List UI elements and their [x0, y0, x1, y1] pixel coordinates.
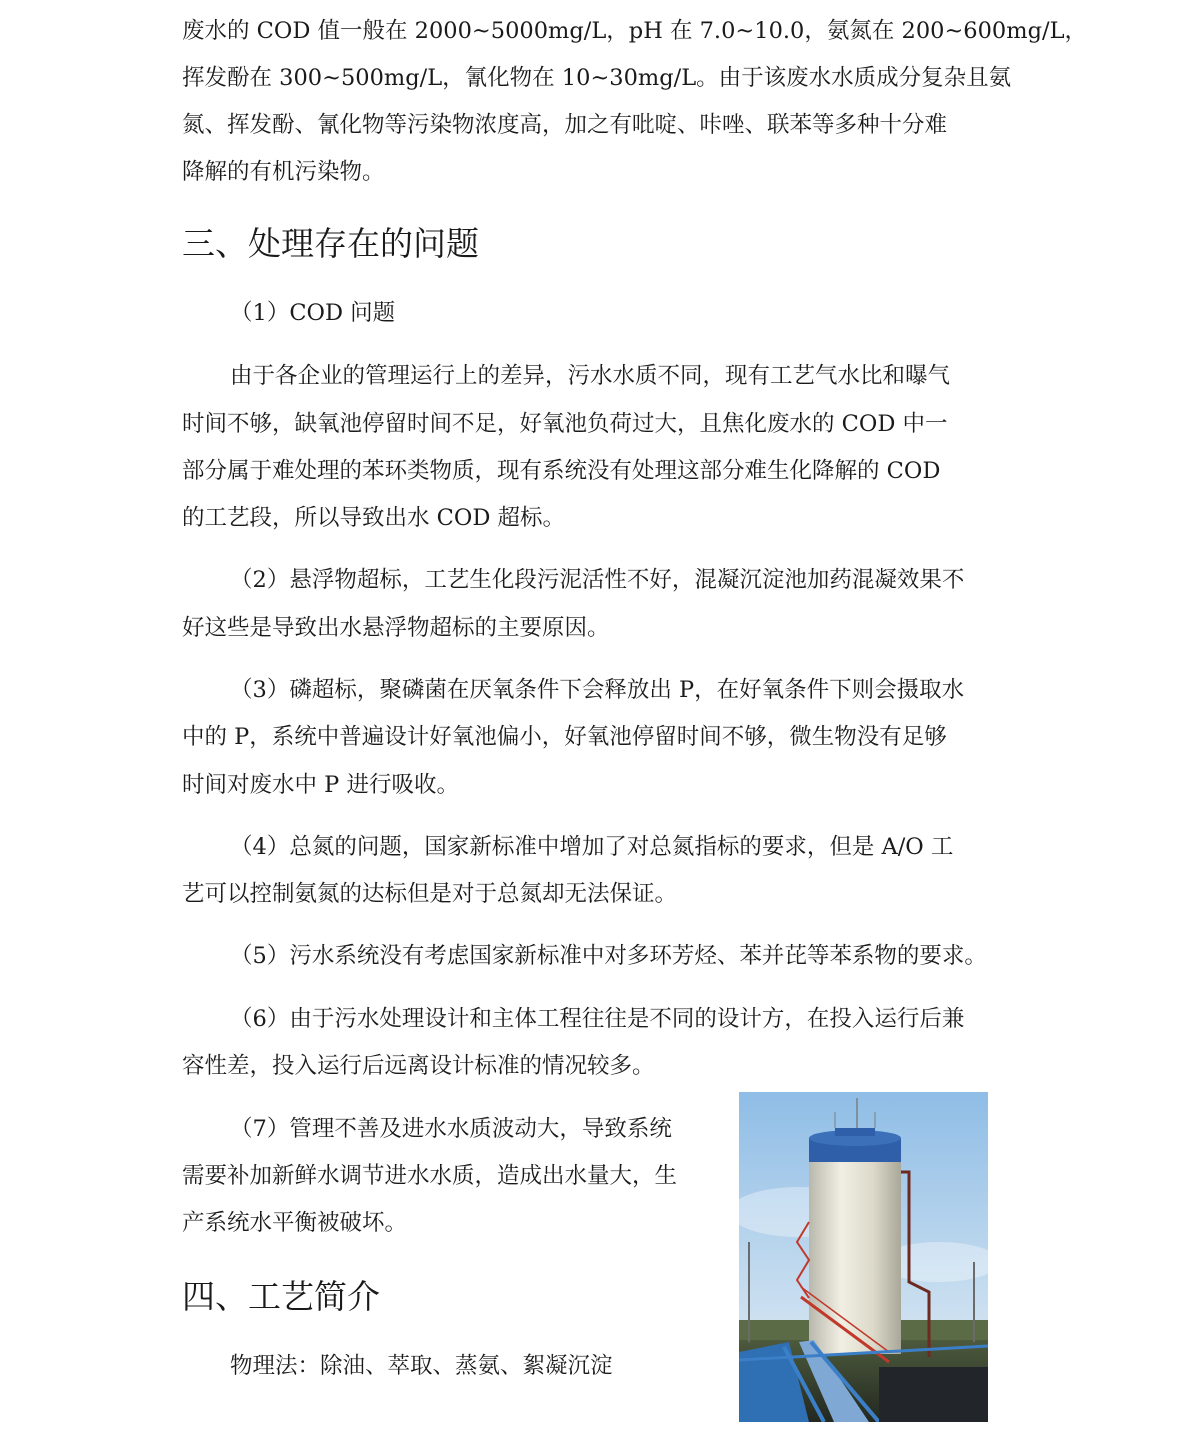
- item-6-line-2: 容性差，投入运行后远离设计标准的情况较多。: [182, 1053, 655, 1079]
- item-3-line-3: 时间对废水中 P 进行吸收。: [182, 772, 459, 798]
- item-2-line-2: 好这些是导致出水悬浮物超标的主要原因。: [182, 615, 610, 641]
- section-4-heading: 四、工艺简介: [182, 1277, 380, 1316]
- intro-line-3: 氮、挥发酚、氰化物等污染物浓度高，加之有吡啶、咔唑、联苯等多种十分难: [182, 112, 948, 138]
- item-1-line-4: 的工艺段，所以导致出水 COD 超标。: [182, 505, 566, 531]
- item-3-line-2: 中的 P，系统中普遍设计好氧池偏小，好氧池停留时间不够，微生物没有足够: [182, 724, 947, 750]
- treatment-tower-photo: [739, 1092, 988, 1422]
- intro-line-1: 废水的 COD 值一般在 2000~5000mg/L，pH 在 7.0~10.0，氨氮在 200~600mg/L，: [182, 18, 1088, 44]
- item-7-line-1: （7）管理不善及进水水质波动大，导致系统: [230, 1116, 672, 1142]
- item-4-line-2: 艺可以控制氨氮的达标但是对于总氮却无法保证。: [182, 881, 678, 907]
- physical-methods-line: 物理法：除油、萃取、蒸氨、絮凝沉淀: [230, 1353, 613, 1379]
- item-1-line-1: 由于各企业的管理运行上的差异，污水水质不同，现有工艺气水比和曝气: [230, 363, 951, 389]
- item-3-line-1: （3）磷超标，聚磷菌在厌氧条件下会释放出 P，在好氧条件下则会摄取水: [230, 677, 965, 703]
- item-4-line-1: （4）总氮的问题，国家新标准中增加了对总氮指标的要求，但是 A/O 工: [230, 834, 954, 860]
- item-5-line-1: （5）污水系统没有考虑国家新标准中对多环芳烃、苯并芘等苯系物的要求。: [230, 943, 987, 969]
- section-3-heading: 三、处理存在的问题: [182, 224, 479, 263]
- item-7-line-3: 产系统水平衡被破坏。: [182, 1210, 408, 1236]
- intro-line-4: 降解的有机污染物。: [182, 159, 385, 185]
- item-7-line-2: 需要补加新鲜水调节进水水质，造成出水量大，生: [182, 1163, 678, 1189]
- item-6-line-1: （6）由于污水处理设计和主体工程往往是不同的设计方，在投入运行后兼: [230, 1006, 965, 1032]
- item-1-line-2: 时间不够，缺氧池停留时间不足，好氧池负荷过大，且焦化废水的 COD 中一: [182, 411, 948, 437]
- item-2-line-1: （2）悬浮物超标，工艺生化段污泥活性不好，混凝沉淀池加药混凝效果不: [230, 567, 965, 593]
- intro-line-2: 挥发酚在 300~500mg/L，氰化物在 10~30mg/L。由于该废水水质成分复杂且氨: [182, 65, 1012, 91]
- item-1-line-3: 部分属于难处理的苯环类物质，现有系统没有处理这部分难生化降解的 COD: [182, 458, 941, 484]
- item-1-title: （1）COD 问题: [230, 300, 396, 326]
